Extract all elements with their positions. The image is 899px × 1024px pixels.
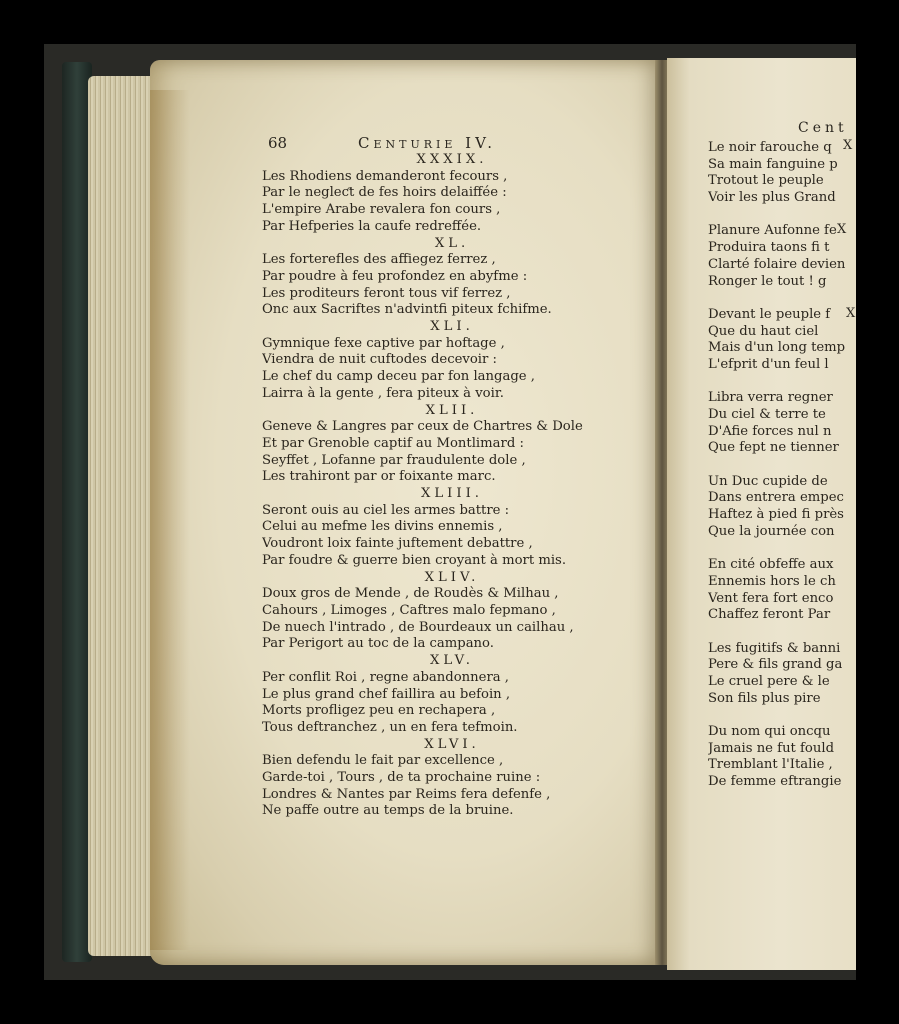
right-quatrain-number: X: [837, 222, 847, 237]
verse-line: Jamais ne fut fould: [708, 740, 835, 756]
verse-line: De nuech l'intrado , de Bourdeaux un cailhau ,: [262, 619, 574, 635]
verse-line: Seront ouis au ciel les armes battre :: [262, 502, 510, 518]
verse-line: Le plus grand chef faillira au befoin ,: [262, 686, 511, 702]
verse-line: Ennemis hors le ch: [708, 573, 836, 589]
verse-line: Par foudre & guerre bien croyant à mort mis.: [262, 552, 567, 568]
verse-line: Les trahiront par or foixante marc.: [262, 469, 496, 485]
verse-line: Que du haut ciel: [708, 323, 819, 339]
stanza-gap: [708, 624, 856, 641]
verse-line: Que la journée con: [708, 523, 835, 539]
running-title: Centurie IV.: [358, 134, 497, 152]
verse-line: Les forterefles des affiegez ferrez ,: [262, 252, 496, 268]
verse-line: Ronger le tout ! g: [708, 273, 827, 289]
verse-line: Par Perigort au toc de la campano.: [262, 636, 494, 652]
verse-line: Sa main fanguine p: [708, 156, 838, 172]
verse-line: Libra verra regner: [708, 390, 833, 406]
left-page-text: [262, 152, 622, 820]
quatrain-number: XLVI.: [424, 736, 480, 752]
verse-line: Tremblant l'Italie ,: [708, 757, 833, 773]
verse-line: Geneve & Langres par ceux de Chartres & Dole: [262, 419, 583, 435]
verse-line: Lairra à la gente , fera piteux à voir.: [262, 385, 504, 401]
verse-line: D'Afie forces nul n: [708, 423, 832, 439]
right-quatrain-number: X: [846, 306, 856, 321]
verse-line: Voudront loix fainte juftement debattre ,: [262, 536, 533, 552]
stanza-gap: [708, 707, 856, 724]
verse-line: Son fils plus pire: [708, 690, 821, 706]
verse-line: Cahours , Limoges , Caftres malo fepmano ,: [262, 602, 556, 618]
verse-line: Dans entrera empec: [708, 490, 844, 506]
verse-line: Haftez à pied fi près: [708, 507, 844, 523]
verse-line: Un Duc cupide de: [708, 473, 828, 489]
verse-line: Planure Aufonne fe: [708, 223, 837, 239]
quatrain: [262, 236, 622, 320]
verse-line: Voir les plus Grand: [708, 190, 836, 206]
verse-line: Devant le peuple f: [708, 306, 831, 322]
stanza-gap: [708, 207, 856, 224]
verse-line: Que fept ne tienner: [708, 440, 839, 456]
verse-line: Garde-toi , Tours , de ta prochaine ruine :: [262, 770, 541, 786]
quatrain-number: XLIV.: [424, 569, 480, 585]
verse-line: Doux gros de Mende , de Roudès & Milhau ,: [262, 586, 559, 602]
quatrain-number: XLIII.: [421, 486, 483, 502]
right-page-text: [708, 140, 856, 791]
verse-line: Ne paffe outre au temps de la bruine.: [262, 803, 514, 819]
verse-line: Par poudre à feu profondez en abyfme :: [262, 268, 528, 284]
verse-line: Vent fera fort enco: [708, 590, 834, 606]
quatrain: [262, 152, 622, 236]
verse-line: Clarté folaire devien: [708, 256, 846, 272]
quatrain-number: XL.: [434, 235, 470, 251]
stanza-gap: [708, 374, 856, 391]
right-running-title: Cent: [798, 120, 848, 136]
verse-line: Morts profligez peu en rechapera ,: [262, 703, 496, 719]
quatrain-number: XXXIX.: [416, 152, 488, 167]
verse-line: Les fugitifs & banni: [708, 640, 841, 656]
quatrain: [262, 653, 622, 737]
verse-line: Trotout le peuple: [708, 173, 824, 189]
quatrain: [262, 319, 622, 403]
verse-line: Seyffet , Lofanne par fraudulente dole ,: [262, 452, 526, 468]
stanza-gap: [708, 457, 856, 474]
verse-line: Du ciel & terre te: [708, 407, 826, 422]
verse-line: Viendra de nuit cuftodes decevoir :: [262, 352, 497, 368]
verse-line: L'empire Arabe revalera fon cours ,: [262, 202, 501, 218]
verse-line: Par le negleƈt de fes hoirs delaiffée :: [262, 185, 507, 201]
verse-line: L'efprit d'un feul l: [708, 356, 829, 372]
verse-line: Produira taons fi t: [708, 240, 830, 256]
verse-line: Pere & fils grand ga: [708, 657, 843, 673]
verse-line: Le chef du camp deceu par fon langage ,: [262, 369, 535, 385]
verse-line: De femme eftrangie: [708, 774, 842, 790]
verse-line: Per conflit Roi , regne abandonnera ,: [262, 669, 509, 685]
verse-line: Le noir farouche q: [708, 140, 832, 155]
verse-line: Le cruel pere & le: [708, 674, 830, 689]
right-quatrain-number: X: [843, 138, 853, 153]
verse-line: Chaffez feront Par: [708, 607, 831, 623]
verse-line: En cité obfeffe aux: [708, 557, 834, 573]
quatrain: [262, 570, 622, 654]
verse-line: Les Rhodiens demanderont fecours ,: [262, 168, 508, 184]
quatrain: [262, 403, 622, 487]
quatrain-number: XLII.: [425, 402, 479, 418]
verse-line: Bien defendu le fait par excellence ,: [262, 753, 504, 769]
quatrain-number: XLI.: [430, 319, 474, 335]
page-header: [268, 134, 540, 152]
verse-line: Gymnique fexe captive par hoftage ,: [262, 335, 505, 351]
quatrain-number: XLV.: [430, 653, 474, 669]
verse-line: Par Hefperies la caufe redreffée.: [262, 218, 482, 234]
stanza-gap: [708, 290, 856, 307]
verse-line: Mais d'un long temp: [708, 340, 846, 356]
verse-line: Londres & Nantes par Reims fera defenfe ,: [262, 786, 551, 802]
verse-line: Onc aux Sacriftes n'advintfi piteux fchifme.: [262, 302, 552, 318]
page-number: 68: [268, 134, 288, 152]
stanza-gap: [708, 541, 856, 558]
verse-line: Tous deftranchez , un en fera tefmoin.: [262, 719, 518, 735]
verse-line: Et par Grenoble captif au Montlimard :: [262, 435, 524, 451]
quatrain: [262, 486, 622, 570]
verse-line: Les proditeurs feront tous vif ferrez ,: [262, 285, 511, 301]
page-stain: [150, 90, 190, 950]
verse-line: Celui au mefme les divins ennemis ,: [262, 519, 503, 535]
quatrain: [262, 737, 622, 821]
verse-line: Du nom qui oncqu: [708, 724, 831, 740]
